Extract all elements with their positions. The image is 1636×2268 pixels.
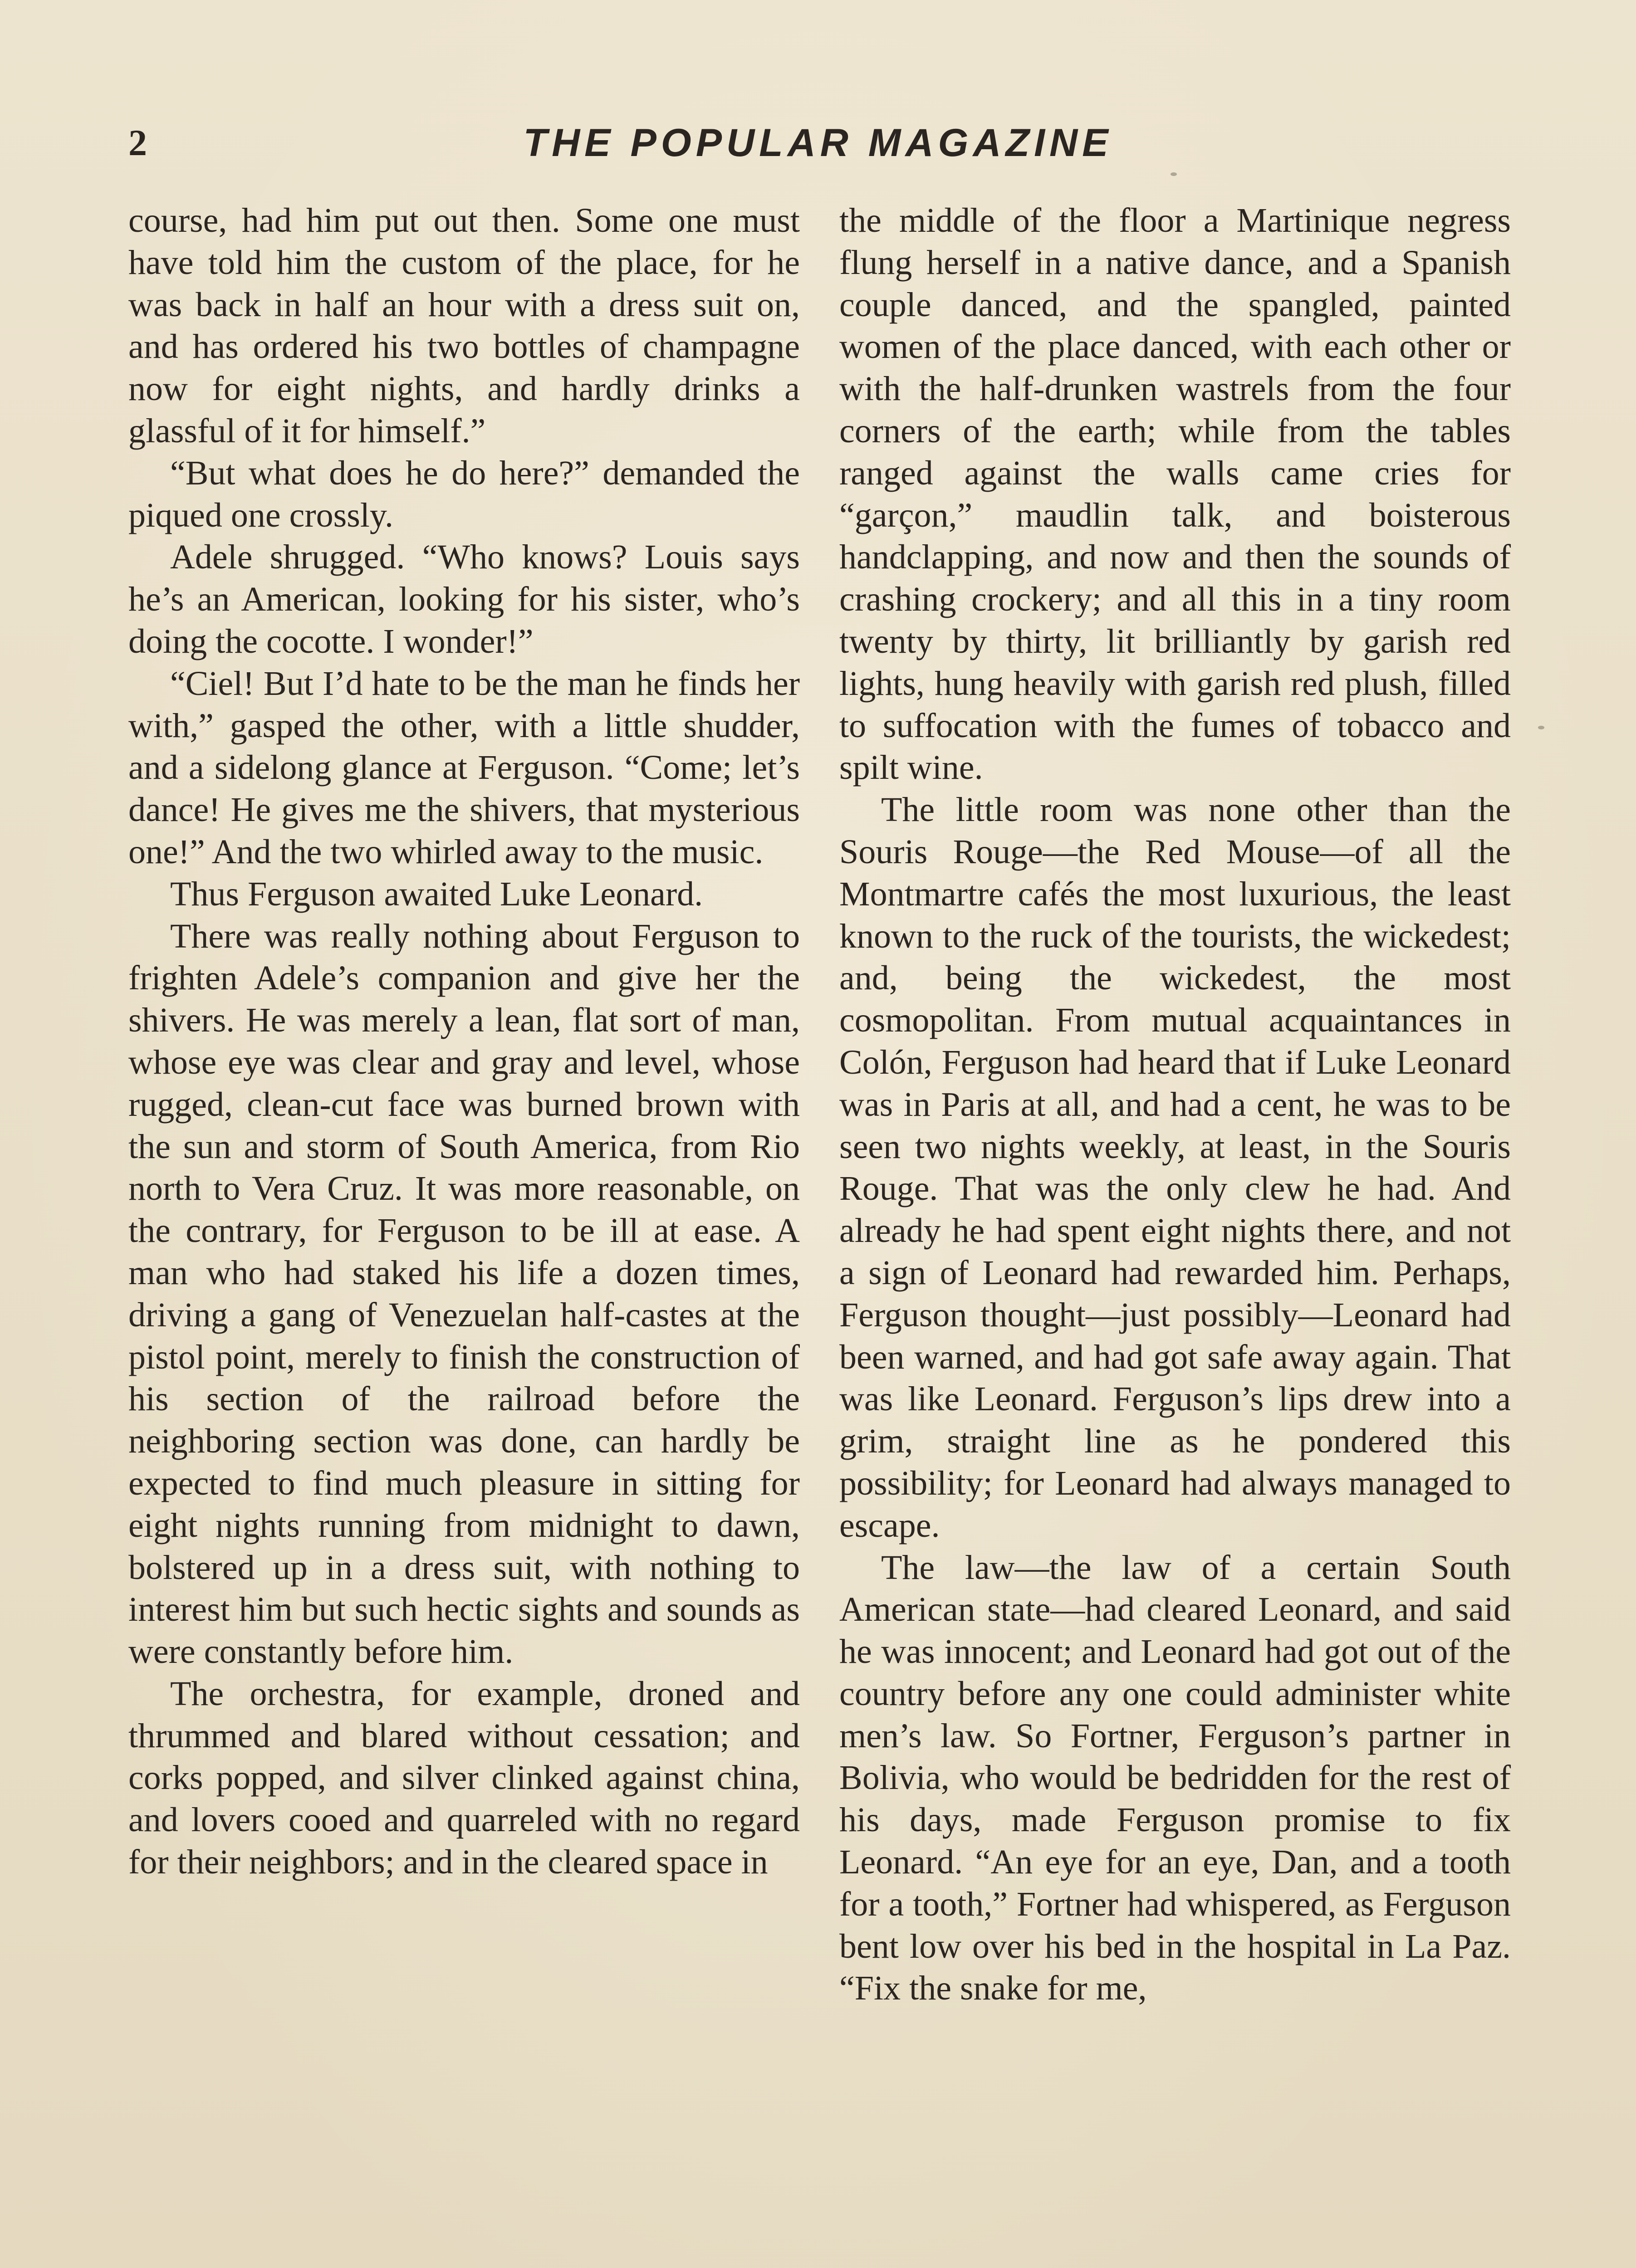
paper-speck: [1171, 172, 1177, 176]
running-head: THE POPULAR MAGAZINE: [523, 121, 1113, 165]
paper-speck: [1538, 726, 1544, 729]
paragraph: the middle of the floor a Martinique negress flung herself in a native dance, and a Spanish couple danced, and the spangled, painted women of the place danced, with each other or with the half-drunken wastrels from the four corners of the earth; while from the tables ranged against the walls came cries for “garçon,” maudlin talk, and boisterous handclapping, and now and then the sounds of crashing crockery; and all this in a tiny room twenty by thirty, lit brilliantly by garish red lights, hung heavily with garish red plush, filled to suffocation with the fumes of tobacco and spilt wine.: [839, 201, 1511, 787]
paragraph: Adele shrugged. “Who knows? Louis says he’s an American, looking for his sister, who’s doing the cocotte. I wonder!”: [128, 538, 800, 660]
paragraph: “Ciel! But I’d hate to be the man he finds her with,” gasped the other, with a little shudder, and a sidelong glance at Ferguson. “Come; let’s dance! He gives me the shivers, that mysterious one!” And the two whirled away to the music.: [128, 664, 800, 871]
paragraph: The orchestra, for example, droned and thrummed and blared without cessation; and corks popped, and silver clinked against china, and lovers cooed and quarreled with no regard for their neighbors; and in the cleared space in: [128, 1674, 800, 1882]
page-number: 2: [128, 122, 147, 163]
page-header: [0, 116, 1636, 170]
paragraph: Thus Ferguson awaited Luke Leonard.: [170, 875, 703, 913]
paragraph: The little room was none other than the Souris Rouge—the Red Mouse—of all the Montmartre cafés the most luxurious, the least known to the ruck of the tourists, the wickedest; and, being the wickedest, the most cosmopolitan. From mutual acquaintances in Colón, Ferguson had heard that if Luke Leonard was in Paris at all, and had a cent, he was to be seen two nights weekly, at least, in the Souris Rouge. That was the only clew he had. And already he had spent eight nights there, and not a sign of Leonard had rewarded him. Perhaps, Ferguson thought—just possibly—Leonard had been warned, and had got safe away again. That was like Leonard. Ferguson’s lips drew into a grim, straight line as he pondered this possibility; for Leonard had always managed to escape.: [839, 791, 1511, 1545]
paragraph: “But what does he do here?” demanded the piqued one crossly.: [128, 454, 800, 534]
paragraph: There was really nothing about Ferguson to frighten Adele’s companion and give her the shivers. He was merely a lean, flat sort of man, whose eye was clear and gray and level, whose rugged, clean-cut face was burned brown with the sun and storm of South America, from Rio north to Vera Cruz. It was more reasonable, on the contrary, for Ferguson to be ill at ease. A man who had staked his life a dozen times, driving a gang of Venezuelan half-castes at the pistol point, merely to finish the construction of his section of the railroad before the neighboring section was done, can hardly be expected to find much pleasure in sitting for eight nights running from midnight to dawn, bolstered up in a dress suit, with nothing to interest him but such hectic sights and sounds as were constantly before him.: [128, 917, 800, 1671]
left-column: [128, 200, 800, 2268]
paragraph: The law—the law of a certain South American state—had cleared Leonard, and said he was innocent; and Leonard had got out of the country before any one could administer white men’s law. So Fortner, Ferguson’s partner in Bolivia, who would be bedridden for the rest of his days, made Ferguson promise to fix Leonard. “An eye for an eye, Dan, and a tooth for a tooth,” Fortner had whispered, as Ferguson bent low over his bed in the hospital in La Paz. “Fix the snake for me,: [839, 1548, 1511, 2008]
paragraph: course, had him put out then. Some one must have told him the custom of the place, for he was back in half an hour with a dress suit on, and has ordered his two bottles of champagne now for eight nights, and hardly drinks a glassful of it for himself.”: [128, 201, 800, 450]
right-column: [839, 200, 1511, 2268]
